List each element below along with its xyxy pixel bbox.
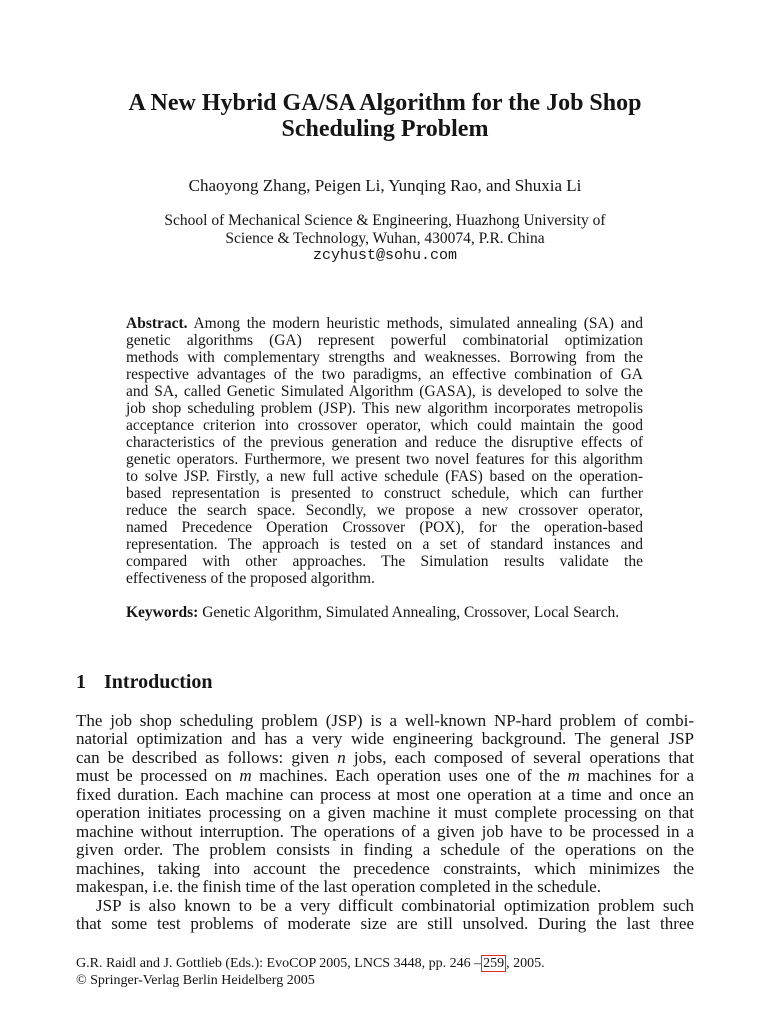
abstract-line: named Precedence Operation Crossover (POX), for the operation-based — [126, 518, 643, 536]
italic-variable: m — [567, 766, 580, 786]
body-line: natorial optimization and has a very wide engineering background. The general JSP — [76, 729, 694, 749]
body-line: operation initiates processing on a given machine it must complete processing on that — [76, 803, 694, 823]
affiliation-line-2: Science & Technology, Wuhan, 430074, P.R. China — [225, 229, 545, 247]
body-text: can be described as follows: given — [76, 747, 338, 767]
abstract-line: representation. The approach is tested on a set of standard instances and — [126, 535, 643, 553]
abstract-line: genetic algorithms (GA) represent powerful combinatorial optimization — [126, 331, 643, 349]
body-text: jobs, each composed of several operations that — [345, 747, 694, 767]
abstract — [126, 315, 643, 587]
abstract-line: based representation is presented to construct schedule, which can further — [126, 484, 643, 502]
body-text: must be processed on — [76, 766, 240, 786]
italic-variable: n — [337, 747, 346, 767]
body-line: fixed duration. Each machine can process at most one operation at a time and once an — [76, 784, 694, 804]
body-line: given order. The problem consists in finding a schedule of the operations on the — [76, 840, 694, 860]
abstract-line: compared with other approaches. The Simulation results validate the — [126, 552, 643, 570]
abstract-line: and SA, called Genetic Simulated Algorithm (GASA), is developed to solve the — [126, 382, 643, 400]
citation-year: , 2005. — [506, 955, 545, 971]
abstract-line: reduce the search space. Secondly, we propose a new crossover operator, — [126, 501, 643, 519]
abstract-line: acceptance criterion into crossover operator, which could maintain the good — [126, 416, 643, 434]
affiliation — [76, 212, 694, 265]
abstract-line: methods with complementary strengths and weaknesses. Borrowing from the — [126, 348, 643, 366]
author-email: zcyhust@sohu.com — [312, 247, 458, 264]
abstract-line: to solve JSP. Firstly, a new full active schedule (FAS) based on the operation- — [126, 467, 643, 485]
intro-paragraph — [76, 712, 694, 897]
title-line-2: Scheduling Problem — [281, 116, 489, 142]
keywords-text: Genetic Algorithm, Simulated Annealing, Crossover, Local Search. — [202, 604, 620, 621]
section-number: 1 — [76, 671, 86, 693]
abstract-label: Abstract. — [126, 314, 188, 332]
body-text: machines. Each operation uses one of the — [251, 766, 568, 786]
body-line: machines, taking into account the precedence constraints, which minimizes the — [76, 858, 694, 878]
abstract-line: effectiveness of the proposed algorithm. — [126, 569, 375, 587]
body-line — [76, 767, 694, 786]
abstract-line: respective advantages of the two paradigms, an effective combination of GA — [126, 365, 643, 383]
section-heading — [76, 671, 694, 693]
intro-text — [76, 712, 694, 934]
abstract-line — [126, 315, 643, 332]
body-line — [76, 749, 694, 768]
body-line: The job shop scheduling problem (JSP) is a well-known NP-hard problem of combi- — [76, 710, 694, 730]
body-line: machine without interruption. The operations of a given job have to be processed in a — [76, 821, 694, 841]
author-list: Chaoyong Zhang, Peigen Li, Yunqing Rao, and Shuxia Li — [188, 176, 582, 195]
footer — [76, 955, 694, 989]
citation-line — [76, 955, 694, 972]
highlighted-page-number: 259 — [483, 955, 505, 971]
section-title: Introduction — [104, 671, 213, 693]
keywords — [126, 604, 643, 622]
abstract-line: characteristics of the previous generation and reduce the disruptive effects of — [126, 433, 643, 451]
title-line-1: A New Hybrid GA/SA Algorithm for the Job Shop — [128, 90, 642, 116]
body-line: that some test problems of moderate size are still unsolved. During the last three — [76, 914, 694, 934]
keywords-label: Keywords: — [126, 604, 199, 621]
abstract-line: job shop scheduling problem (JSP). This new algorithm incorporates metropolis — [126, 399, 643, 417]
body-line: makespan, i.e. the finish time of the last operation completed in the schedule. — [76, 877, 601, 897]
abstract-line-text: Among the modern heuristic methods, simulated annealing (SA) and — [193, 314, 643, 332]
intro-paragraph — [76, 897, 694, 934]
italic-variable: m — [239, 766, 252, 786]
abstract-line: genetic operators. Furthermore, we present two novel features for this algorithm — [126, 450, 643, 468]
body-line: JSP is also known to be a very difficult combinatorial optimization problem such — [96, 895, 694, 915]
affiliation-line-1: School of Mechanical Science & Engineering, Huazhong University of — [164, 212, 606, 229]
paper-title — [76, 90, 694, 142]
body-text: machines for a — [579, 766, 695, 786]
citation-text: G.R. Raidl and J. Gottlieb (Eds.): EvoCOP 2005, LNCS 3448, pp. 246 – — [76, 955, 482, 971]
copyright-line: © Springer-Verlag Berlin Heidelberg 2005 — [76, 972, 315, 988]
